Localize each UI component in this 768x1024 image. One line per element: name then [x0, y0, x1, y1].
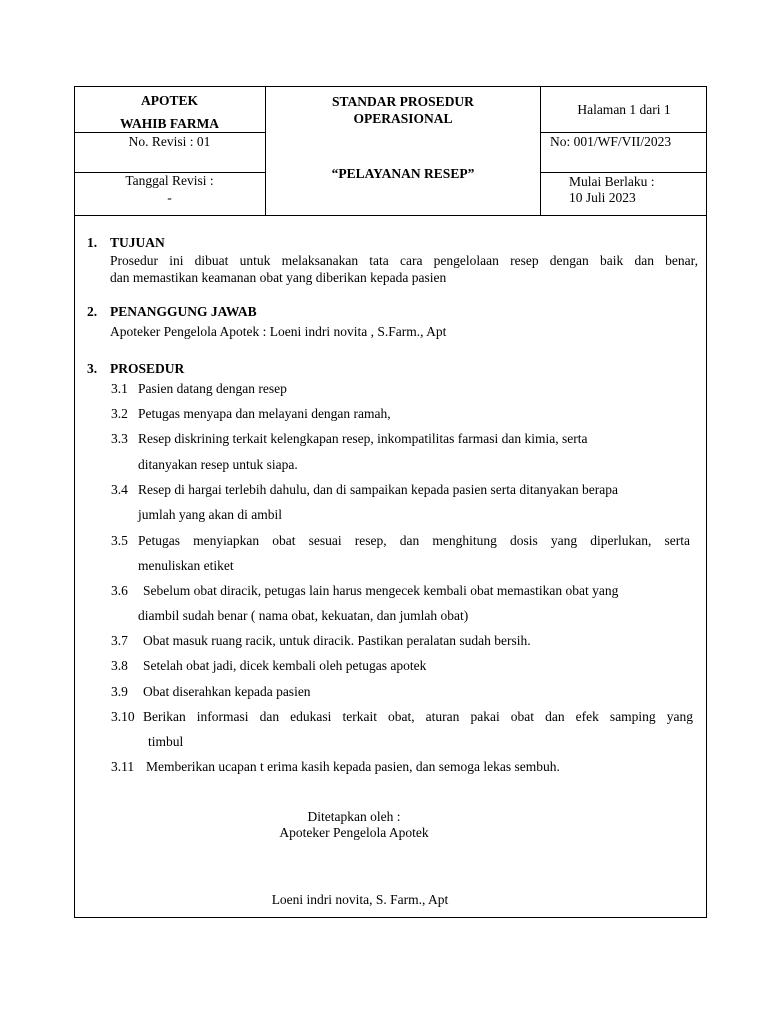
step-number: 3.1 [111, 381, 128, 396]
company-subname: WAHIB FARMA [119, 116, 220, 131]
section-number: 2. [87, 304, 98, 319]
signature-role: Apoteker Pengelola Apotek [279, 825, 429, 840]
step-number: 3.5 [111, 533, 128, 548]
section-title-prosedur: PROSEDUR [110, 361, 185, 376]
revision-number: No. Revisi : 01 [128, 134, 211, 149]
step-number: 3.7 [111, 633, 128, 648]
signature-name: Loeni indri novita, S. Farm., Apt [271, 892, 449, 907]
header-rule-right-top [540, 132, 707, 133]
revision-date-value: - [167, 190, 172, 205]
header-rule-left-top [74, 132, 265, 133]
step-number: 3.8 [111, 658, 128, 673]
step-text-continued: timbul [148, 734, 184, 749]
step-text: Petugas menyiapkan obat sesuai resep, dan menghitung dosis yang diperlukan, serta [138, 533, 690, 548]
step-text: Obat masuk ruang racik, untuk diracik. Pastikan peralatan sudah bersih. [143, 633, 531, 648]
sop-title: STANDAR PROSEDUR [332, 94, 474, 109]
sop-subtitle: OPERASIONAL [353, 111, 453, 126]
step-text: Memberikan ucapan t erima kasih kepada pasien, dan semoga lekas sembuh. [146, 759, 560, 774]
step-number: 3.9 [111, 684, 128, 699]
section-title-penanggung-jawab: PENANGGUNG JAWAB [110, 304, 257, 319]
section-number: 3. [87, 361, 98, 376]
step-number: 3.6 [111, 583, 128, 598]
step-number: 3.10 [111, 709, 135, 724]
signature-set-by: Ditetapkan oleh : [307, 809, 401, 824]
effective-label: Mulai Berlaku : [569, 174, 655, 189]
step-text: Resep diskrining terkait kelengkapan resep, inkompatilitas farmasi dan kimia, serta [138, 431, 588, 446]
step-number: 3.2 [111, 406, 128, 421]
step-text: Obat diserahkan kepada pasien [143, 684, 311, 699]
step-text-continued: diambil sudah benar ( nama obat, kekuatan, dan jumlah obat) [138, 608, 469, 623]
step-number: 3.4 [111, 482, 128, 497]
step-text: Sebelum obat diracik, petugas lain harus mengecek kembali obat memastikan obat yang [143, 583, 619, 598]
page-info: Halaman 1 dari 1 [577, 102, 671, 117]
step-text-continued: menuliskan etiket [138, 558, 234, 573]
document-title: “PELAYANAN RESEP” [331, 166, 475, 181]
step-text-continued: ditanyakan resep untuk siapa. [138, 457, 298, 472]
header-rule-right-mid [540, 172, 707, 173]
section-number: 1. [87, 235, 98, 250]
header-rule-bottom [74, 215, 707, 216]
step-text: Resep di hargai terlebih dahulu, dan di sampaikan kepada pasien serta ditanyakan berapa [138, 482, 618, 497]
section-text: Prosedur ini dibuat untuk melaksanakan tata cara pengelolaan resep dengan baik dan benar, [110, 253, 698, 268]
revision-date-label: Tanggal Revisi : [125, 173, 214, 188]
step-text: Petugas menyapa dan melayani dengan ramah, [138, 406, 391, 421]
document-number: No: 001/WF/VII/2023 [550, 134, 672, 149]
section-text: dan memastikan keamanan obat yang diberikan kepada pasien [110, 270, 447, 285]
effective-date: 10 Juli 2023 [569, 190, 636, 205]
step-number: 3.11 [111, 759, 135, 774]
company-name: APOTEK [140, 93, 198, 108]
step-text: Pasien datang dengan resep [138, 381, 287, 396]
step-text-continued: jumlah yang akan di ambil [138, 507, 282, 522]
section-title-tujuan: TUJUAN [110, 235, 165, 250]
step-text: Berikan informasi dan edukasi terkait obat, aturan pakai obat dan efek samping yang [143, 709, 693, 724]
step-number: 3.3 [111, 431, 128, 446]
step-text: Setelah obat jadi, dicek kembali oleh petugas apotek [143, 658, 427, 673]
document-frame [74, 86, 707, 918]
section-text: Apoteker Pengelola Apotek : Loeni indri novita , S.Farm., Apt [110, 324, 447, 339]
